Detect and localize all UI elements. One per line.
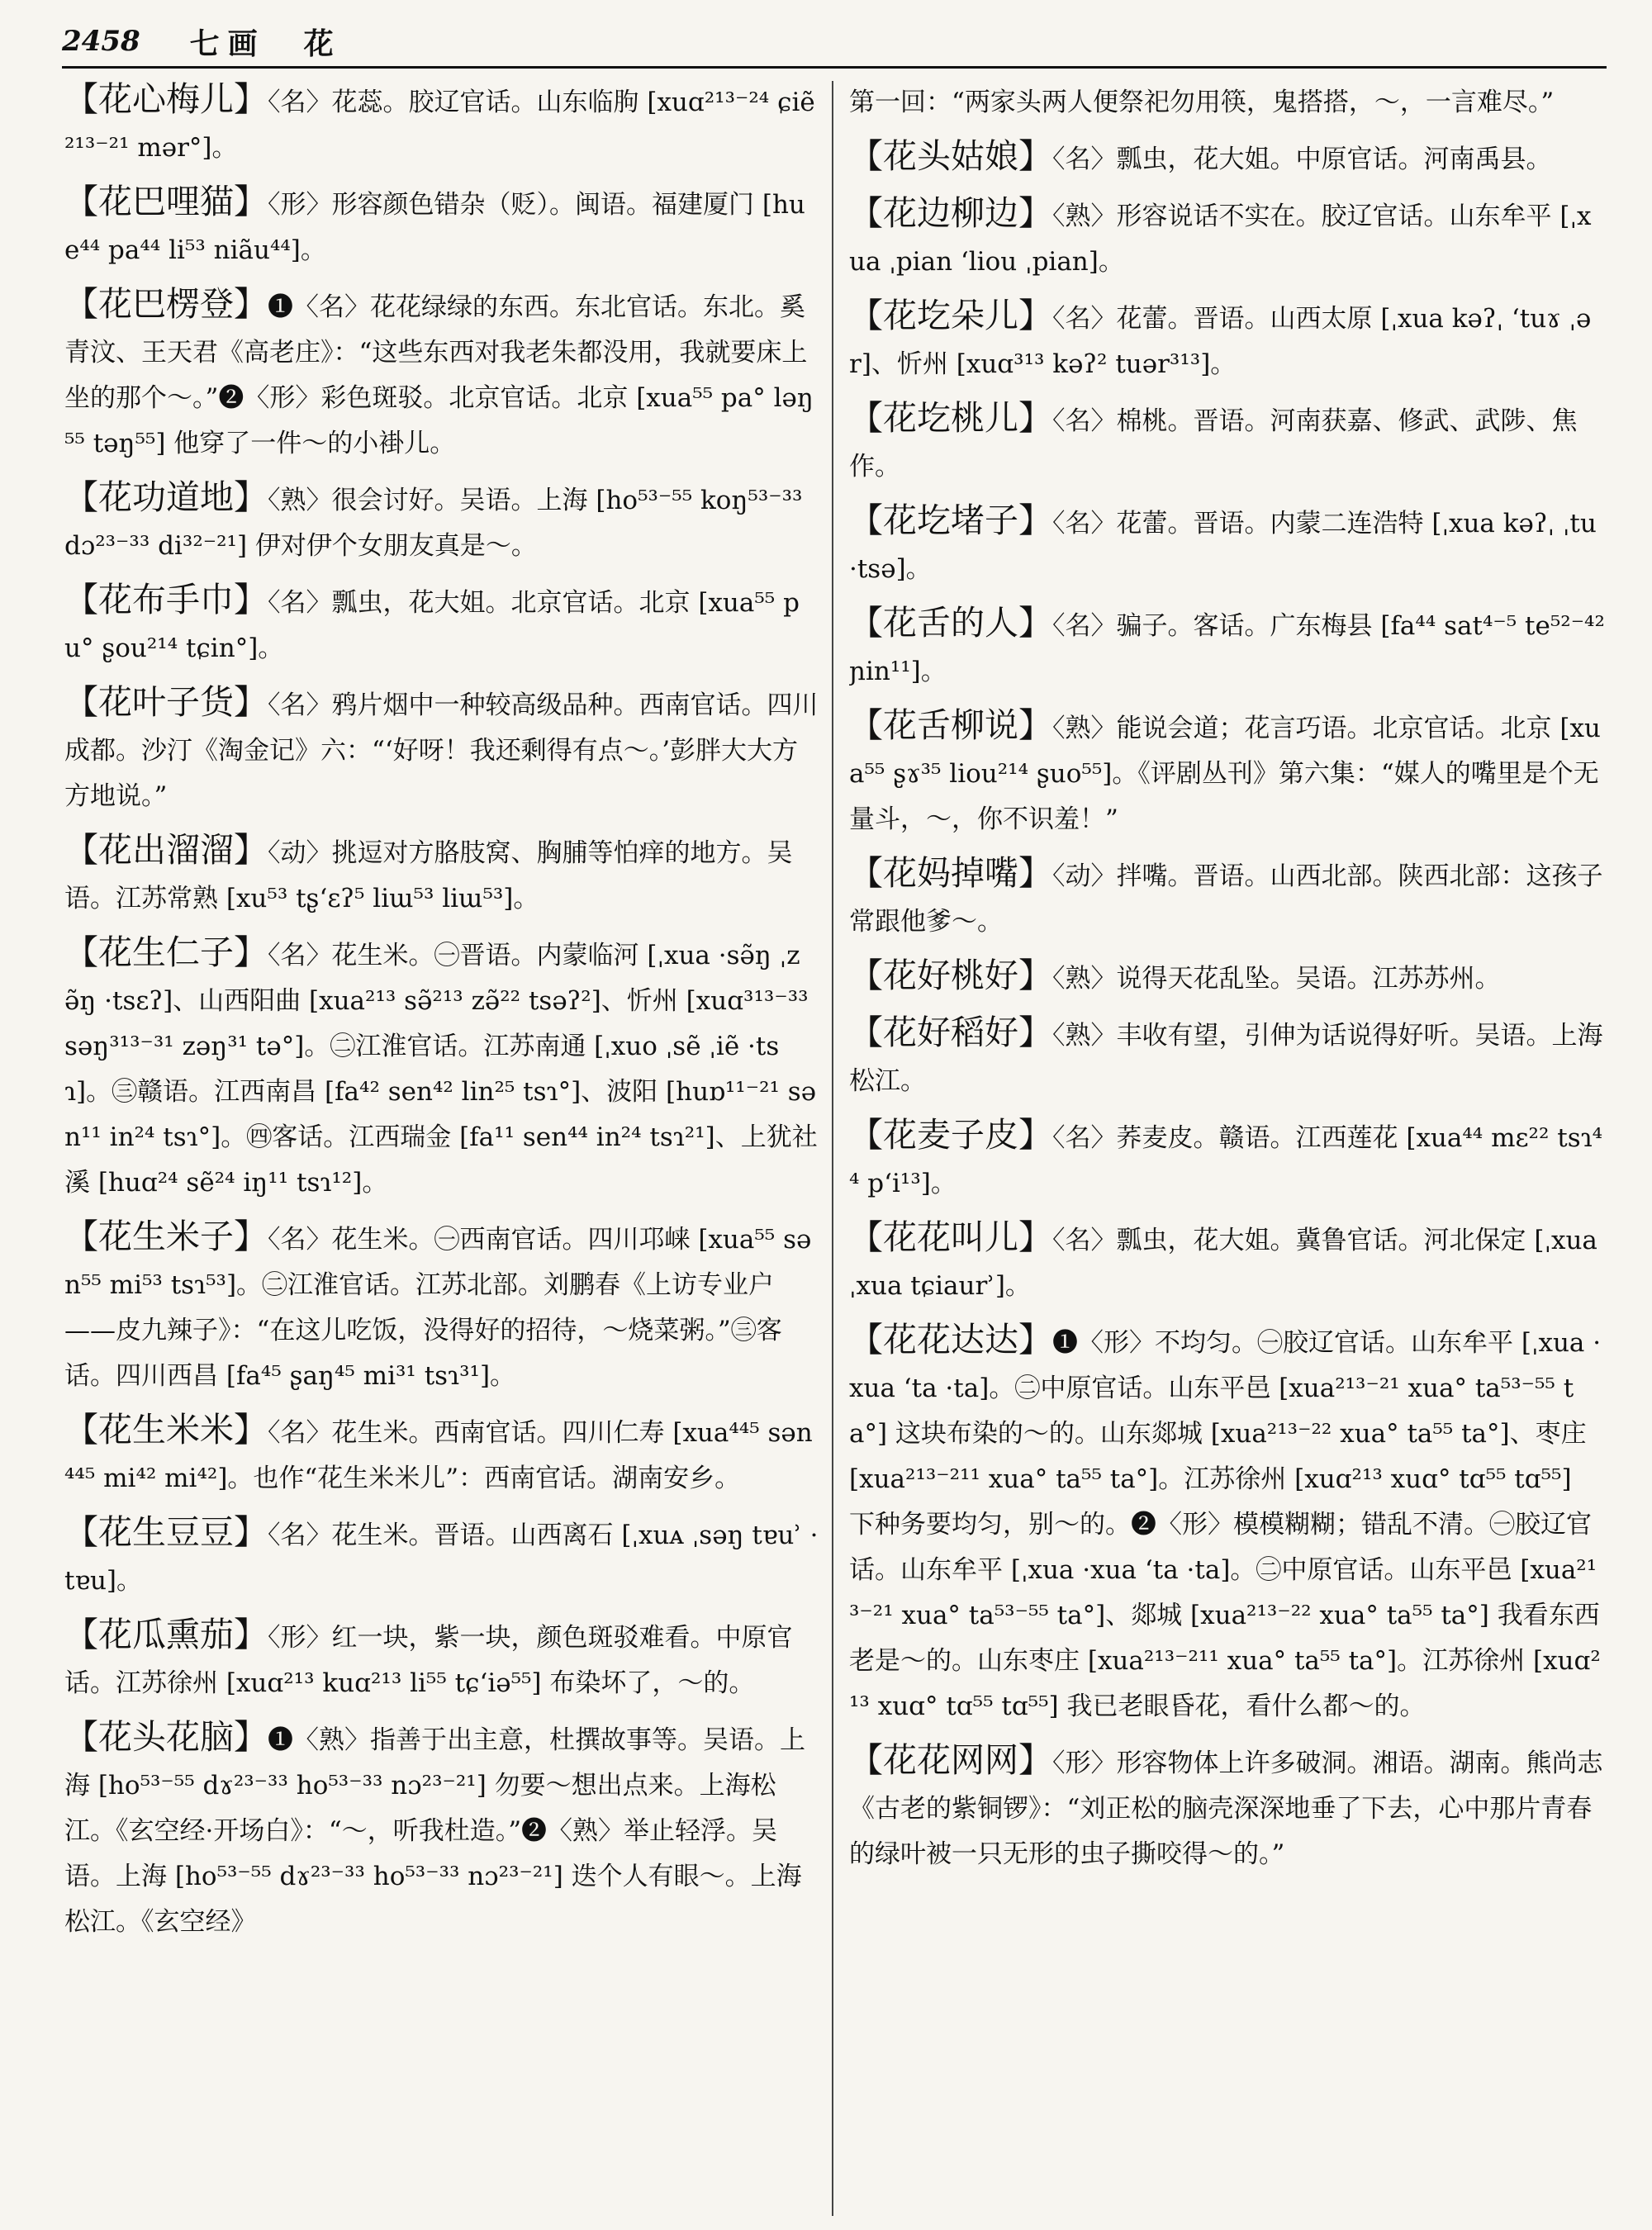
page-number: 2458 — [62, 25, 140, 58]
entry-definition: 〈熟〉很会讨好。吴语。上海 [ho⁵³⁻⁵⁵ koŋ⁵³⁻³³ dɔ²³⁻³³ di³²⁻²¹] 伊对伊个女朋友真是～。 — [64, 486, 803, 561]
entry-definition: 〈名〉花生米。西南官话。四川仁寿 [xua⁴⁴⁵ sən⁴⁴⁵ mi⁴² mi⁴²]。也作“花生米米儿”：西南官话。湖南安乡。 — [64, 1418, 813, 1493]
entry-definition: 〈形〉红一块，紫一块，颜色斑驳难看。中原官话。江苏徐州 [xuɑ²¹³ kuɑ²¹³ li⁵⁵ tɕʻiə⁵⁵] 布染坏了，～的。 — [64, 1623, 793, 1698]
page-section-title: 七画 花 — [189, 26, 342, 61]
dictionary-entry — [849, 1113, 1605, 1207]
entry-headword: 【花巴哩猫】 — [64, 182, 268, 221]
entry-headword: 【花生米米】 — [64, 1410, 268, 1450]
entry-headword: 【花生仁子】 — [64, 932, 268, 972]
dictionary-entry — [64, 1214, 820, 1399]
entry-definition: 〈名〉荞麦皮。赣语。江西莲花 [xua⁴⁴ mɛ²² tsɿ⁴⁴ pʻi¹³]。 — [849, 1123, 1603, 1198]
dictionary-entry — [849, 396, 1605, 490]
entry-headword: 【花舌的人】 — [849, 603, 1052, 643]
dictionary-entry — [849, 293, 1605, 387]
entry-headword: 【花花达达】 — [849, 1320, 1052, 1359]
entry-headword: 【花花网网】 — [849, 1740, 1052, 1780]
dictionary-entry — [64, 1612, 820, 1706]
entry-definition: 〈名〉花蕾。晋语。内蒙二连浩特 [ˌxua kəʔˌ ˌtu ·tsə]。 — [849, 509, 1597, 584]
dictionary-entry — [64, 1407, 820, 1502]
entry-headword: 【花生豆豆】 — [64, 1512, 268, 1552]
entry-definition: 〈名〉花蕾。晋语。山西太原 [ˌxua kəʔˌ ʻtuɤ ˌər]、忻州 [xuɑ³¹³ kəʔ² tuər³¹³]。 — [849, 304, 1592, 379]
entry-definition: 〈形〉形容物体上许多破洞。湘语。湖南。熊尚志《古老的紫铜锣》：“刘正松的脑壳深深地垂了下去，心中那片青春的绿叶被一只无形的虫子撕咬得～的。” — [849, 1748, 1603, 1869]
entry-definition: ❶〈熟〉指善于出主意，杜撰故事等。吴语。上海 [ho⁵³⁻⁵⁵ dɤ²³⁻³³ ho⁵³⁻³³ nɔ²³⁻²¹] 勿要～想出点来。上海松江。《玄空经·开场白》：“～，听我杜造。”❷〈熟〉举止轻浮。吴语。上海 [ho⁵³⁻⁵⁵ dɤ²³⁻³³ ho⁵³⁻³³ nɔ²³⁻²¹] 迭个人有眼～。上海松江。《玄空经》 — [64, 1725, 805, 1937]
entry-headword: 【花心梅儿】 — [64, 79, 268, 119]
entry-definition: 〈名〉花生米。㊀晋语。内蒙临河 [ˌxua ·sə̃ŋ ˌzə̃ŋ ·tsɛʔ]、山西阳曲 [xua²¹³ sə̃²¹³ zə̃²² tsəʔ²]、忻州 [xuɑ³¹³⁻³³ səŋ³¹³⁻³¹ zəŋ³¹ tə°]。㊁江淮官话。江苏南通 [ˌxuo ˌsẽ ˌiẽ ·tsɿ]。㊂赣语。江西南昌 [fa⁴² sen⁴² lin²⁵ tsɿ°]、波阳 [huɒ¹¹⁻²¹ sən¹¹ in²⁴ tsɿ°]。㊃客话。江西瑞金 [fa¹¹ sen⁴⁴ in²⁴ tsɿ²¹]、上犹社溪 [huɑ²⁴ sẽ²⁴ iŋ¹¹ tsɿ¹²]。 — [64, 941, 818, 1198]
entry-definition: ❶〈形〉不均匀。㊀胶辽官话。山东牟平 [ˌxua ·xua ʻta ·ta]。㊁中原官话。山东平邑 [xua²¹³⁻²¹ xua° ta⁵³⁻⁵⁵ ta°] 这块布染的～的。山东郯城 [xua²¹³⁻²² xua° ta⁵⁵ ta°]、枣庄 [xua²¹³⁻²¹¹ xua° ta⁵⁵ ta°]。江苏徐州 [xuɑ²¹³ xuɑ° tɑ⁵⁵ tɑ⁵⁵] 下种务要均匀，别～的。❷〈形〉模模糊糊；错乱不清。㊀胶辽官话。山东牟平 [ˌxua ·xua ʻta ·ta]。㊁中原官话。山东平邑 [xua²¹³⁻²¹ xua° ta⁵³⁻⁵⁵ ta°]、郯城 [xua²¹³⁻²² xua° ta⁵⁵ ta°] 我看东西老是～的。山东枣庄 [xua²¹³⁻²¹¹ xua° ta⁵⁵ ta°]。江苏徐州 [xuɑ²¹³ xuɑ° tɑ⁵⁵ tɑ⁵⁵] 我已老眼昏花，看什么都～的。 — [849, 1328, 1602, 1721]
entry-definition: 〈动〉拌嘴。晋语。山西北部。陕西北部：这孩子常跟他爹～。 — [849, 861, 1603, 937]
dictionary-entry — [64, 77, 820, 171]
entry-definition: 〈熟〉形容说话不实在。胶辽官话。山东牟平 [ˌxua ˌpian ʻliou ˌpian]。 — [849, 202, 1592, 277]
entry-headword: 【花叶子货】 — [64, 682, 268, 722]
entry-headword: 【花妈掉嘴】 — [849, 853, 1052, 893]
left-column — [64, 77, 820, 2224]
entry-headword: 【花花叫儿】 — [849, 1217, 1052, 1257]
dictionary-entry — [849, 851, 1605, 945]
dictionary-entry — [849, 953, 1605, 1002]
entry-definition: 〈熟〉丰收有望，引伸为话说得好听。吴语。上海松江。 — [849, 1021, 1603, 1096]
dictionary-entry — [64, 577, 820, 671]
entry-definition: ❶〈名〉花花绿绿的东西。东北官话。东北。奚青汶、王天君《高老庄》：“这些东西对我老朱都没用，我就要床上坐的那个～。”❷〈形〉彩色斑驳。北京官话。北京 [xua⁵⁵ pa° ləŋ⁵⁵ təŋ⁵⁵] 他穿了一件～的小褂儿。 — [64, 292, 814, 458]
entry-definition: 〈熟〉说得天花乱坠。吴语。江苏苏州。 — [1052, 964, 1501, 994]
entry-definition: 〈名〉花生米。㊀西南官话。四川邛崃 [xua⁵⁵ sən⁵⁵ mi⁵³ tsɿ⁵³]。㊁江淮官话。江苏北部。刘鹏春《上访专业户——皮九辣子》：“在这儿吃饭，没得好的招待，～烧菜粥。”㊂客话。四川西昌 [fa⁴⁵ ʂaŋ⁴⁵ mi³¹ tsɿ³¹]。 — [64, 1225, 812, 1391]
dictionary-entry — [64, 179, 820, 273]
entry-definition: 〈名〉棉桃。晋语。河南获嘉、修武、武陟、焦作。 — [849, 406, 1578, 482]
dictionary-entry — [64, 828, 820, 922]
dictionary-entry — [64, 1715, 820, 1945]
entry-headword: 【花头姑娘】 — [849, 136, 1052, 176]
entry-definition: 〈形〉形容颜色错杂（贬）。闽语。福建厦门 [hue⁴⁴ pa⁴⁴ li⁵³ niãu⁴⁴]。 — [64, 190, 805, 265]
dictionary-entry — [849, 703, 1605, 842]
dictionary-entry — [849, 600, 1605, 695]
dictionary-entry — [849, 1215, 1605, 1309]
entry-headword: 【花头花脑】 — [64, 1717, 268, 1757]
entry-headword: 【花瓜熏茄】 — [64, 1615, 268, 1654]
entry-definition: 〈名〉瓢虫，花大姐。冀鲁官话。河北保定 [ˌxua ˌxua tɕiaurʾ]。 — [849, 1226, 1597, 1301]
page-header — [62, 21, 1607, 62]
entry-headword: 【花生米子】 — [64, 1217, 268, 1256]
entry-headword: 【花圪朵儿】 — [849, 296, 1052, 335]
entry-definition: 〈熟〉能说会道；花言巧语。北京官话。北京 [xua⁵⁵ ʂɤ³⁵ liou²¹⁴ ʂuo⁵⁵]。《评剧丛刊》第六集：“媒人的嘴里是个无量斗，～，你不识羞！” — [849, 714, 1601, 834]
dictionary-entry — [64, 282, 820, 467]
entry-headword: 【花巴楞登】 — [64, 284, 268, 324]
entry-definition: 〈名〉瓢虫，花大姐。中原官话。河南禹县。 — [1052, 145, 1552, 174]
entry-headword: 【花好桃好】 — [849, 956, 1052, 995]
dictionary-entry — [849, 1738, 1605, 1877]
entry-headword: 【花功道地】 — [64, 477, 268, 517]
dictionary-entry — [849, 134, 1605, 183]
right-column — [849, 77, 1605, 2224]
dictionary-entry — [849, 77, 1605, 126]
column-divider — [832, 81, 833, 2216]
dictionary-entry — [64, 680, 820, 819]
dictionary-entry — [64, 1510, 820, 1604]
entry-definition: 〈动〉挑逗对方胳肢窝、胸脯等怕痒的地方。吴语。江苏常熟 [xu⁵³ tʂʻɛʔ⁵ liɯ⁵³ liɯ⁵³]。 — [64, 838, 793, 913]
entry-definition: 〈名〉瓢虫，花大姐。北京官话。北京 [xua⁵⁵ pu° ʂou²¹⁴ tɕin°]。 — [64, 588, 800, 663]
entry-headword: 【花布手巾】 — [64, 580, 268, 619]
header-rule — [62, 66, 1607, 69]
entry-headword: 【花麦子皮】 — [849, 1115, 1052, 1155]
entry-headword: 【花舌柳说】 — [849, 705, 1052, 745]
entry-headword: 【花圪堵子】 — [849, 501, 1052, 540]
entry-headword: 【花好稻好】 — [849, 1013, 1052, 1052]
entry-definition: 〈名〉花生米。晋语。山西离石 [ˌxuᴀ ˌsəŋ tɐuʾ ·tɐu]。 — [64, 1521, 819, 1596]
entry-definition: 〈名〉骗子。客话。广东梅县 [fa⁴⁴ sat⁴⁻⁵ te⁵²⁻⁴² ɲin¹¹]。 — [849, 611, 1605, 686]
entry-headword: 【花边柳边】 — [849, 193, 1052, 233]
entry-definition: 第一回：“两家头两人便祭祀勿用筷，鬼搭搭，～，一言难尽。” — [849, 88, 1555, 117]
entry-headword: 【花出溜溜】 — [64, 830, 268, 870]
dictionary-entry — [849, 1010, 1605, 1104]
entry-definition: 〈名〉花蕊。胶辽官话。山东临朐 [xuɑ²¹³⁻²⁴ ɕiẽ²¹³⁻²¹ mər°]。 — [64, 88, 815, 163]
dictionary-entry — [849, 498, 1605, 592]
dictionary-entry — [849, 191, 1605, 285]
dictionary-entry — [849, 1317, 1605, 1729]
dictionary-entry — [64, 475, 820, 569]
entry-headword: 【花圪桃儿】 — [849, 398, 1052, 438]
dictionary-entry — [64, 930, 820, 1206]
entry-definition: 〈名〉鸦片烟中一种较高级品种。西南官话。四川成都。沙汀《淘金记》六：“‘好呀！我还剩得有点～。’彭胖大大方方地说。” — [64, 690, 819, 811]
